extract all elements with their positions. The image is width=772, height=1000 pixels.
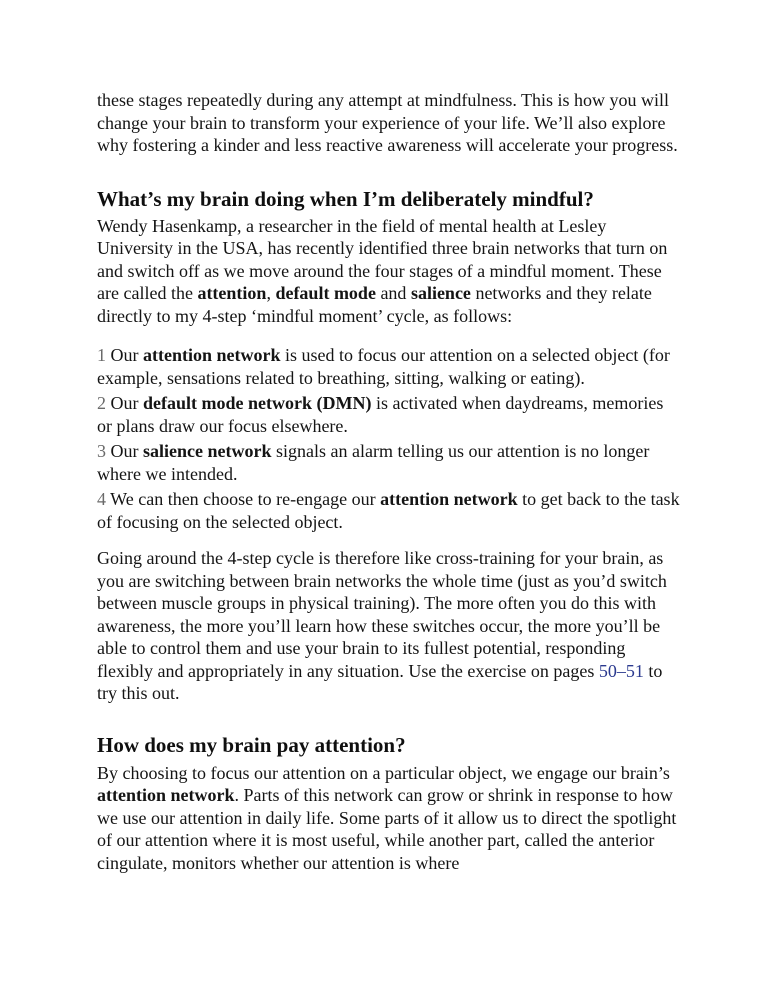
list-text: is used to focus our attention on a selected object (for example, sensations related to breathing, sitting, walking or eating). (97, 345, 670, 388)
intro-text: networks and they relate directly to my 4-step ‘mindful moment’ cycle, as follows: (97, 283, 652, 326)
intro-text: , (266, 283, 276, 303)
intro-text: Wendy Hasenkamp, a researcher in the field of mental health at Lesley University in the USA, has recently identified three brain networks that turn on and switch off as we move around the four stages of a mindful moment. These are called the (97, 215, 668, 303)
list-item (97, 440, 682, 485)
term-salience: salience (410, 283, 471, 303)
page-reference-link[interactable]: 50–51 (598, 660, 644, 681)
network-list (97, 344, 682, 533)
list-item (97, 488, 682, 533)
list-number: 3 (97, 441, 106, 461)
list-number: 2 (97, 393, 106, 413)
term-attention-network: attention network (97, 785, 235, 805)
list-term: salience network (143, 441, 272, 461)
list-item (97, 392, 682, 437)
list-text: signals an alarm telling us our attention is no longer where we intended. (97, 441, 650, 484)
list-text: Our (106, 441, 143, 461)
attention-text: . Parts of this network can grow or shrink in response to how we use our attention in daily life. Some parts of it allow us to direct the spotlight of our attention where it is most useful, while another part, called the anterior cingulate, monitors whether our attention is where (97, 785, 677, 873)
list-text: We can then choose to re-engage our (106, 489, 381, 509)
list-text: to get back to the task of focusing on the selected object. (97, 489, 680, 532)
term-attention: attention (197, 283, 267, 303)
list-item (97, 344, 682, 389)
term-default-mode: default mode (275, 283, 376, 303)
closing-text-end: to try this out. (97, 660, 663, 703)
closing-paragraph (97, 547, 682, 705)
top-paragraph: these stages repeatedly during any attempt at mindfulness. This is how you will change your brain to transform your experience of your life. We’ll also explore why fostering a kinder and less reactive awareness will accelerate your progress. (97, 90, 678, 155)
section-heading-mindful-brain: What’s my brain doing when I’m deliberately mindful? (97, 186, 594, 211)
list-number: 4 (97, 489, 106, 509)
list-term: attention network (380, 489, 518, 509)
list-number: 1 (97, 345, 106, 365)
closing-text: Going around the 4-step cycle is therefore like cross-training for your brain, as you are switching between brain networks the whole time (just as you’d switch between muscle groups in physical training). The more often you do this with awareness, the more you’ll learn how these switches occur, the more you’ll be able to control them and use your brain to its fullest potential, responding flexibly and appropriately in any situation. Use the exercise on pages (97, 548, 667, 681)
attention-paragraph (97, 762, 682, 875)
list-term: attention network (143, 345, 281, 365)
intro-text: and (375, 283, 411, 303)
section-heading-attention: How does my brain pay attention? (97, 732, 406, 757)
intro-paragraph (97, 215, 682, 328)
list-term: default mode network (DMN) (143, 393, 372, 413)
list-text: Our (106, 345, 143, 365)
attention-text: By choosing to focus our attention on a particular object, we engage our brain’s (97, 762, 670, 783)
list-text: Our (106, 393, 143, 413)
list-text: is activated when daydreams, memories or plans draw our focus elsewhere. (97, 393, 664, 436)
